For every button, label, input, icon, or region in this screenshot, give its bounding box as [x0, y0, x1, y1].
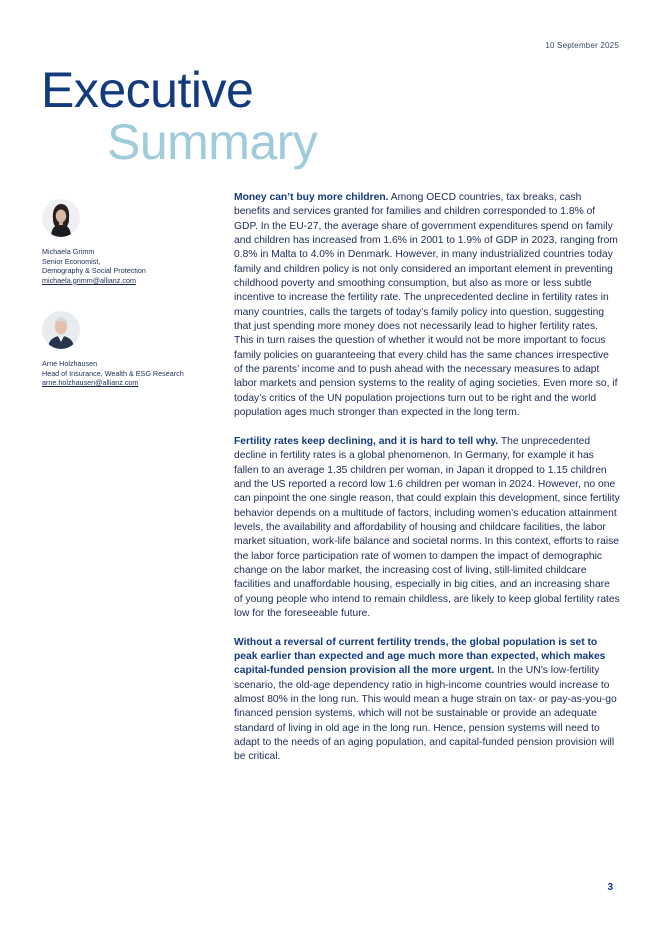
paragraph-text: The unprecedented decline in fertility rates is a global phenomenon. In Germany, for example it has fallen to an average 1.35 children per woman, in Japan it dropped to 1.15 children and the US reported a record low 1.6 children per woman in 2024. However, no one can pinpoint the one single reason, that could explain this development, since fertility behavior depends on a multitude of factors, including women’s education attainment levels, the availability and affordability of housing and childcare facilities, the labor market situation, work-life balance and societal norms. In this context, efforts to raise the labor force participation rate of women to dampen the impact of demographic change on the labor market, the increasing cost of living, still-limited childcare facilities and unaffordable housing, especially in big cities, and an increasing share of young people who intend to remain childless, are likely to keep global fertility rates low for the foreseeable future. [234, 435, 620, 619]
author-email-link[interactable]: arne.holzhausen@allianz.com [42, 378, 139, 388]
paragraph-lead: Money can’t buy more children. [234, 192, 389, 203]
author-email-link[interactable]: michaela.grimm@allianz.com [42, 275, 136, 285]
page-title-line2: Summary [107, 114, 318, 170]
publication-date: 10 September 2025 [545, 41, 619, 50]
author-name: Michaela Grimm [42, 247, 95, 256]
paragraph-lead: Without a reversal of current fertility trends, the global population is set to peak earlier than expected and age much more than expected, which makes capital-funded pension provision all the more urgent. [234, 636, 606, 677]
page-number: 3 [607, 882, 613, 893]
paragraph-lead: Fertility rates keep declining, and it is hard to tell why. [234, 435, 499, 447]
paragraph-text: Among OECD countries, tax breaks, cash benefits and services granted for families and children corresponded to 1.8% of GDP. In the EU-27, the average share of government expenditures spend on family and children has increased from 1.6% in 2001 to 1.9% of GDP in 2023, ranging from 0.8% in Malta to 4.0% in Denmark. However, in many industrialized countries today family and children policy is not only considered an important element in preventing childhood poverty and smoothing consumption, but also as more or less subtle incentive to increase the fertility rate. The unprecedented decline in fertility rates in many countries, calls the targets of today’s family policy into question, suggesting that just spending more money does not necessarily lead to higher fertility rates. This in turn raises the question of whether it would not be more important to focus family policies on guaranteeing that every child has the same chances irrespective of the parents’ income and to push ahead with the necessary measures to adapt labor markets and pension systems to the reality of aging societies. Even more so, if today’s critics of the UN population projections turn out to be right and the world population ages much stronger than expected in the long term. [234, 192, 618, 419]
page-title-line1: Executive [41, 62, 254, 118]
author-role: Head of Insurance, Wealth & ESG Research [42, 368, 184, 378]
author-card-grimm [42, 199, 212, 285]
author-name: Arne Holzhausen [42, 359, 98, 368]
summary-body [234, 191, 620, 779]
author-department: Demography & Social Protection [42, 266, 146, 276]
author-avatar [42, 199, 80, 237]
author-role: Senior Economist, [42, 256, 101, 266]
author-avatar [42, 311, 80, 349]
author-card-holzhausen [42, 311, 212, 388]
paragraph-pension-provision [234, 636, 620, 765]
paragraph-family-spending [234, 191, 620, 421]
paragraph-fertility-decline [234, 435, 620, 621]
paragraph-text: In the UN’s low-fertility scenario, the old-age dependency ratio in high-income countries would increase to almost 80% in the long run. This would mean a huge strain on tax- or pay-as-you-go financed pension systems, which will not be sustainable or provide an adequate standard of living in old age in the long run. Hence, pension systems will need to adapt to the needs of an aging population, and capital-funded pension provision will be critical. [234, 665, 617, 763]
